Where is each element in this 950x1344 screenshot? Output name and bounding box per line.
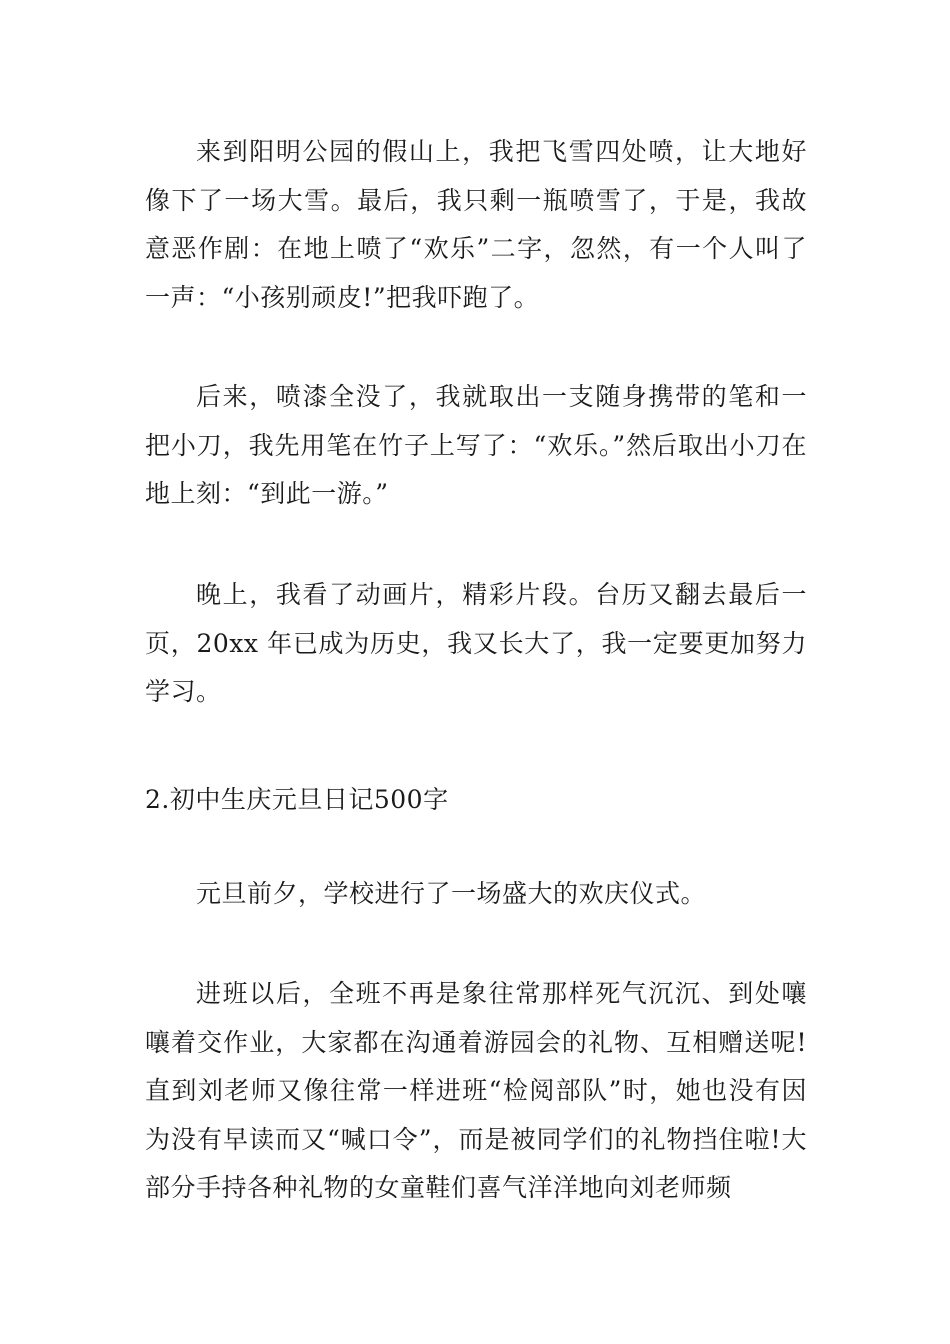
body-paragraph: 后来，喷漆全没了，我就取出一支随身携带的笔和一把小刀，我先用笔在竹子上写了：“欢乐。”然后取出小刀在地上刻：“到此一游。”: [145, 382, 807, 508]
body-paragraph: 元旦前夕，学校进行了一场盛大的欢庆仪式。: [196, 879, 707, 908]
body-paragraph: 来到阳明公园的假山上，我把飞雪四处喷，让大地好像下了一场大雪。最后，我只剩一瓶喷雪了，于是，我故意恶作剧：在地上喷了“欢乐”二字，忽然，有一个人叫了一声：“小孩别顽皮!”把我吓跑了。: [145, 137, 807, 312]
section-heading: 2.初中生庆元旦日记500字: [145, 785, 449, 814]
body-paragraph: 晚上，我看了动画片，精彩片段。台历又翻去最后一页，20xx 年已成为历史，我又长大了，我一定要更加努力学习。: [145, 580, 807, 706]
body-paragraph: 进班以后，全班不再是象往常那样死气沉沉、到处嚷嚷着交作业，大家都在沟通着游园会的礼物、互相赠送呢!直到刘老师又像往常一样进班“检阅部队”时，她也没有因为没有早读而又“喊口令”，而是被同学们的礼物挡住啦!大部分手持各种礼物的女童鞋们喜气洋洋地向刘老师频: [145, 979, 807, 1202]
